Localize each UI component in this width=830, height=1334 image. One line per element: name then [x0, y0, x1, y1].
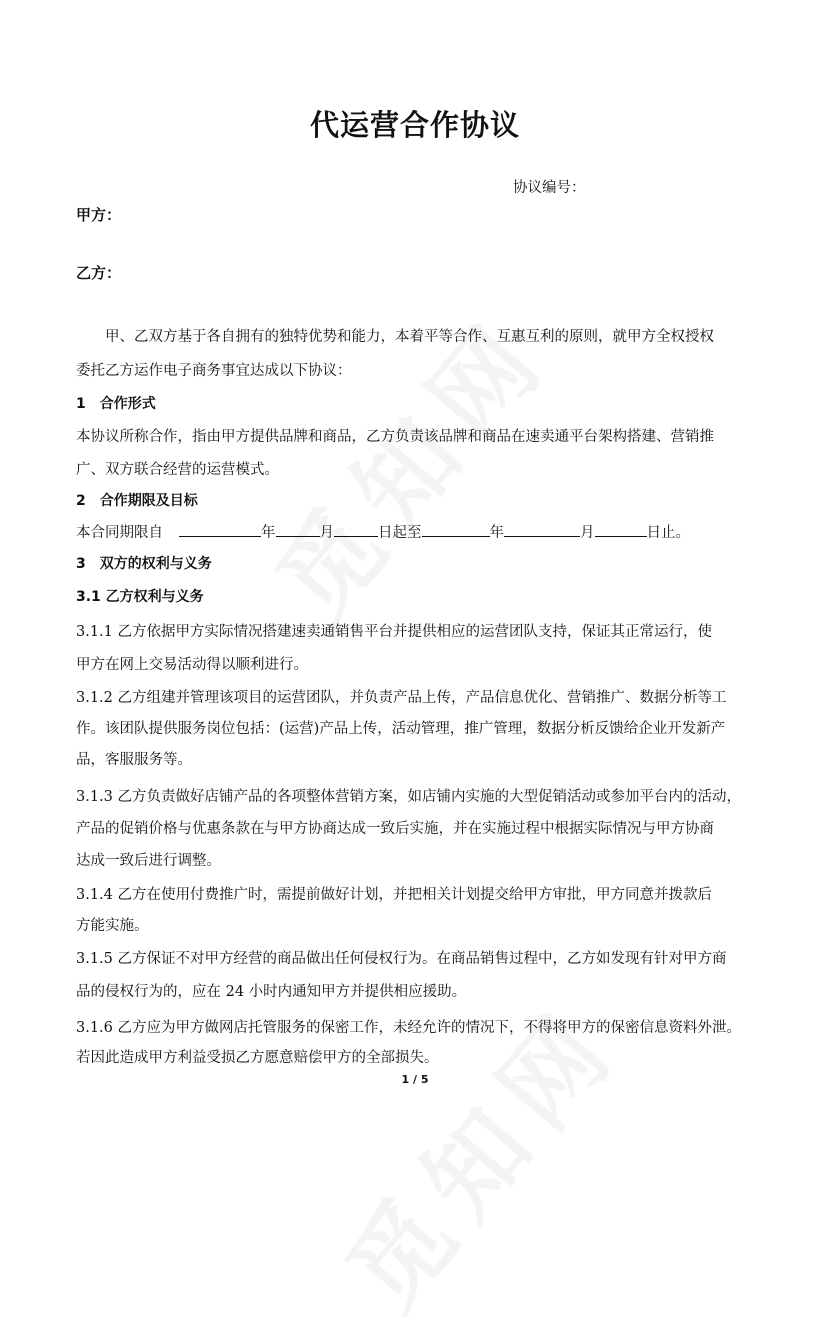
- section-heading: 3 双方的权利与义务: [76, 556, 212, 572]
- blank-end-day[interactable]: [595, 522, 647, 537]
- paragraph-line: 本协议所称合作，指由甲方提供品牌和商品，乙方负责该品牌和商品在速卖通平台架构搭建、营销推: [76, 429, 714, 445]
- party-b-label: 乙方：: [76, 264, 122, 282]
- blank-start-month[interactable]: [276, 522, 320, 537]
- term-month-label: 月: [580, 525, 595, 541]
- blank-start-year[interactable]: [179, 522, 261, 537]
- term-month-label: 月: [319, 525, 334, 541]
- clause-line: 3.1.1 乙方依据甲方实际情况搭建速卖通销售平台并提供相应的运营团队支持，保证其正常运行，使: [76, 624, 712, 640]
- blank-start-day[interactable]: [334, 522, 378, 537]
- clause-line: 品的侵权行为的，应在 24 小时内通知甲方并提供相应援助。: [76, 984, 467, 1000]
- clause-line: 3.1.5 乙方保证不对甲方经营的商品做出任何侵权行为。在商品销售过程中，乙方如发现有针对甲方商: [76, 951, 727, 967]
- intro-line: 委托乙方运作电子商务事宜达成以下协议：: [76, 363, 352, 379]
- page-number: 1 / 5: [401, 1073, 429, 1086]
- paragraph-line: 广、双方联合经营的运营模式。: [76, 462, 279, 478]
- clause-line: 3.1.3 乙方负责做好店铺产品的各项整体营销方案，如店铺内实施的大型促销活动或参加平台内的活动，: [76, 789, 741, 805]
- term-year-label: 年: [261, 525, 276, 541]
- party-a-label: 甲方：: [76, 206, 122, 224]
- clause-line: 品，客服服务等。: [76, 752, 192, 768]
- clause-line: 方能实施。: [76, 918, 149, 934]
- section-heading: 2 合作期限及目标: [76, 493, 198, 509]
- clause-line: 产品的促销价格与优惠条款在与甲方协商达成一致后实施，并在实施过程中根据实际情况与甲方协商: [76, 821, 714, 837]
- clause-line: 3.1.4 乙方在使用付费推广时，需提前做好计划，并把相关计划提交给甲方审批，甲方同意并拨款后: [76, 887, 712, 903]
- document-title: 代运营合作协议: [309, 108, 520, 142]
- clause-line: 作。该团队提供服务岗位包括：(运营)产品上传，活动管理，推广管理，数据分析反馈给企业开发新产: [76, 721, 726, 737]
- blank-end-year[interactable]: [422, 522, 490, 537]
- clause-line: 达成一致后进行调整。: [76, 853, 221, 869]
- intro-line: 甲、乙双方基于各自拥有的独特优势和能力，本着平等合作、互惠互利的原则，就甲方全权授权: [105, 329, 714, 345]
- clause-line: 甲方在网上交易活动得以顺利进行。: [76, 657, 308, 673]
- term-end: 日止。: [646, 525, 690, 541]
- blank-end-month[interactable]: [504, 522, 580, 537]
- subsection-heading: 3.1 乙方权利与义务: [76, 589, 204, 605]
- clause-line: 3.1.6 乙方应为甲方做网店托管服务的保密工作，未经允许的情况下，不得将甲方的保密信息资料外泄。: [76, 1020, 741, 1036]
- section-heading: 1 合作形式: [76, 396, 156, 412]
- term-prefix: 本合同期限自: [76, 525, 163, 541]
- clause-line: 若因此造成甲方利益受损乙方愿意赔偿甲方的全部损失。: [76, 1050, 439, 1066]
- clause-line: 3.1.2 乙方组建并管理该项目的运营团队，并负责产品上传，产品信息优化、营销推广、数据分析等工: [76, 690, 727, 706]
- term-day-to: 日起至: [378, 525, 422, 541]
- agreement-number-label: 协议编号：: [513, 180, 586, 196]
- term-line: [76, 521, 690, 542]
- term-year-label: 年: [489, 525, 504, 541]
